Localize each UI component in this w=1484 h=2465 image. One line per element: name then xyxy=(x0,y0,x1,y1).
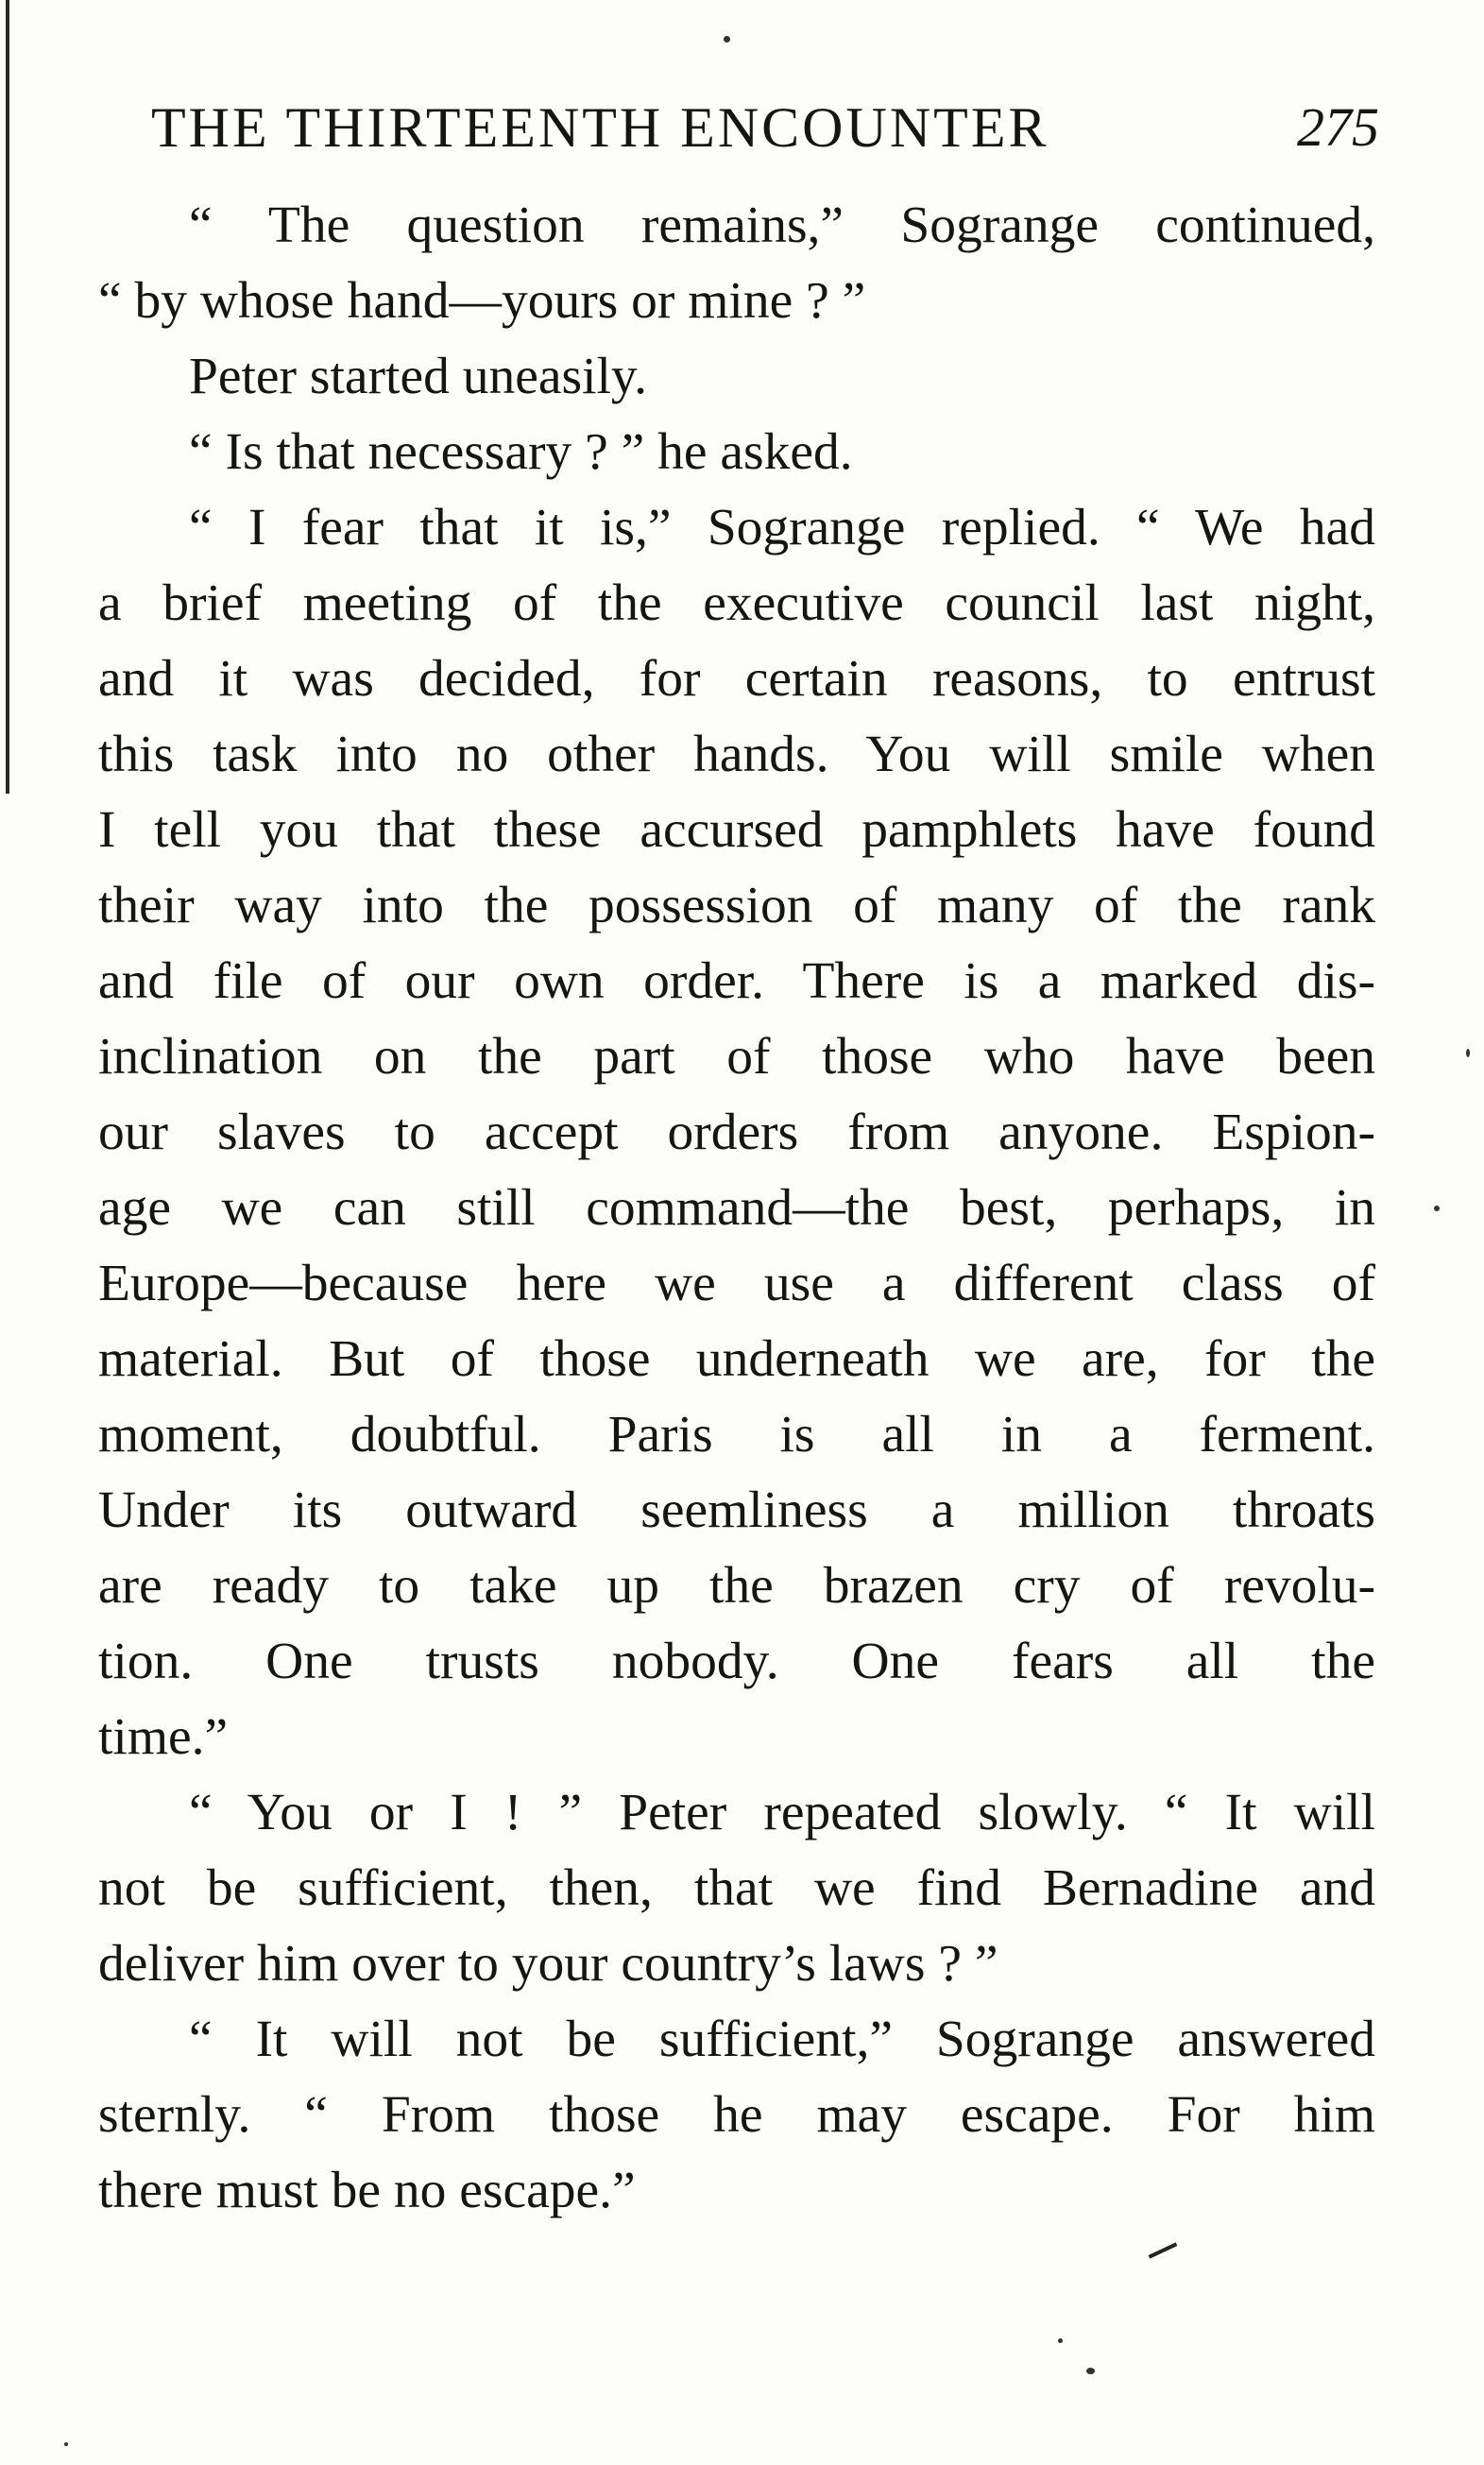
ink-speck xyxy=(724,36,730,43)
ink-speck xyxy=(1086,2368,1095,2374)
text-line: “ Is that necessary ? ” he asked. xyxy=(189,423,853,481)
text-line: “ by whose hand—yours or mine ? ” xyxy=(98,272,866,330)
text-line: and it was decided, for certain reasons, to entrust xyxy=(98,650,1375,708)
text-line: material. But of those underneath we are, for the xyxy=(98,1330,1375,1388)
text-line: not be sufficient, then, that we find Bernadine and xyxy=(98,1859,1375,1917)
text-line: Under its outward seemliness a million throats xyxy=(98,1481,1375,1539)
text-line: age we can still command—the best, perhaps, in xyxy=(98,1179,1375,1237)
text-line: moment, doubtful. Paris is all in a ferment. xyxy=(98,1406,1375,1464)
text-line: deliver him over to your country’s laws ? ” xyxy=(98,1935,998,1993)
text-line: time.” xyxy=(98,1708,229,1766)
text-line: “ The question remains,” Sogrange continued, xyxy=(189,197,1375,254)
ink-speck xyxy=(64,2442,68,2446)
ink-speck xyxy=(1434,1206,1440,1211)
text-line: there must be no escape.” xyxy=(98,2162,636,2219)
text-line: and file of our own order. There is a marked dis- xyxy=(98,952,1375,1010)
text-line: sternly. “ From those he may escape. For him xyxy=(98,2086,1375,2144)
text-line: tion. One trusts nobody. One fears all the xyxy=(98,1633,1375,1690)
text-line: “ I fear that it is,” Sogrange replied. “ We had xyxy=(189,499,1375,556)
ink-speck xyxy=(1058,2338,1063,2343)
text-line: I tell you that these accursed pamphlets have found xyxy=(98,801,1375,859)
text-line: a brief meeting of the executive council last night, xyxy=(98,574,1375,632)
text-line: our slaves to accept orders from anyone. Espion- xyxy=(98,1104,1375,1161)
text-line: are ready to take up the brazen cry of revolu- xyxy=(98,1557,1375,1615)
running-head: THE THIRTEENTH ENCOUNTER xyxy=(151,96,1049,159)
body-text xyxy=(98,188,1375,2229)
ink-speck xyxy=(1466,1049,1470,1057)
pencil-stroke-mark xyxy=(1149,2242,1178,2258)
page-binding-edge xyxy=(6,0,9,794)
text-line: Peter started uneasily. xyxy=(189,348,647,405)
text-line: Europe—because here we use a different class of xyxy=(98,1255,1375,1312)
text-line: their way into the possession of many of the rank xyxy=(98,877,1375,934)
text-line: “ It will not be sufficient,” Sogrange answered xyxy=(189,2011,1375,2068)
page-number: 275 xyxy=(1297,96,1379,158)
text-line: inclination on the part of those who have been xyxy=(98,1028,1375,1086)
page-header xyxy=(151,90,1379,165)
text-line: this task into no other hands. You will smile when xyxy=(98,726,1375,783)
text-line: “ You or I ! ” Peter repeated slowly. “ It will xyxy=(189,1784,1375,1841)
